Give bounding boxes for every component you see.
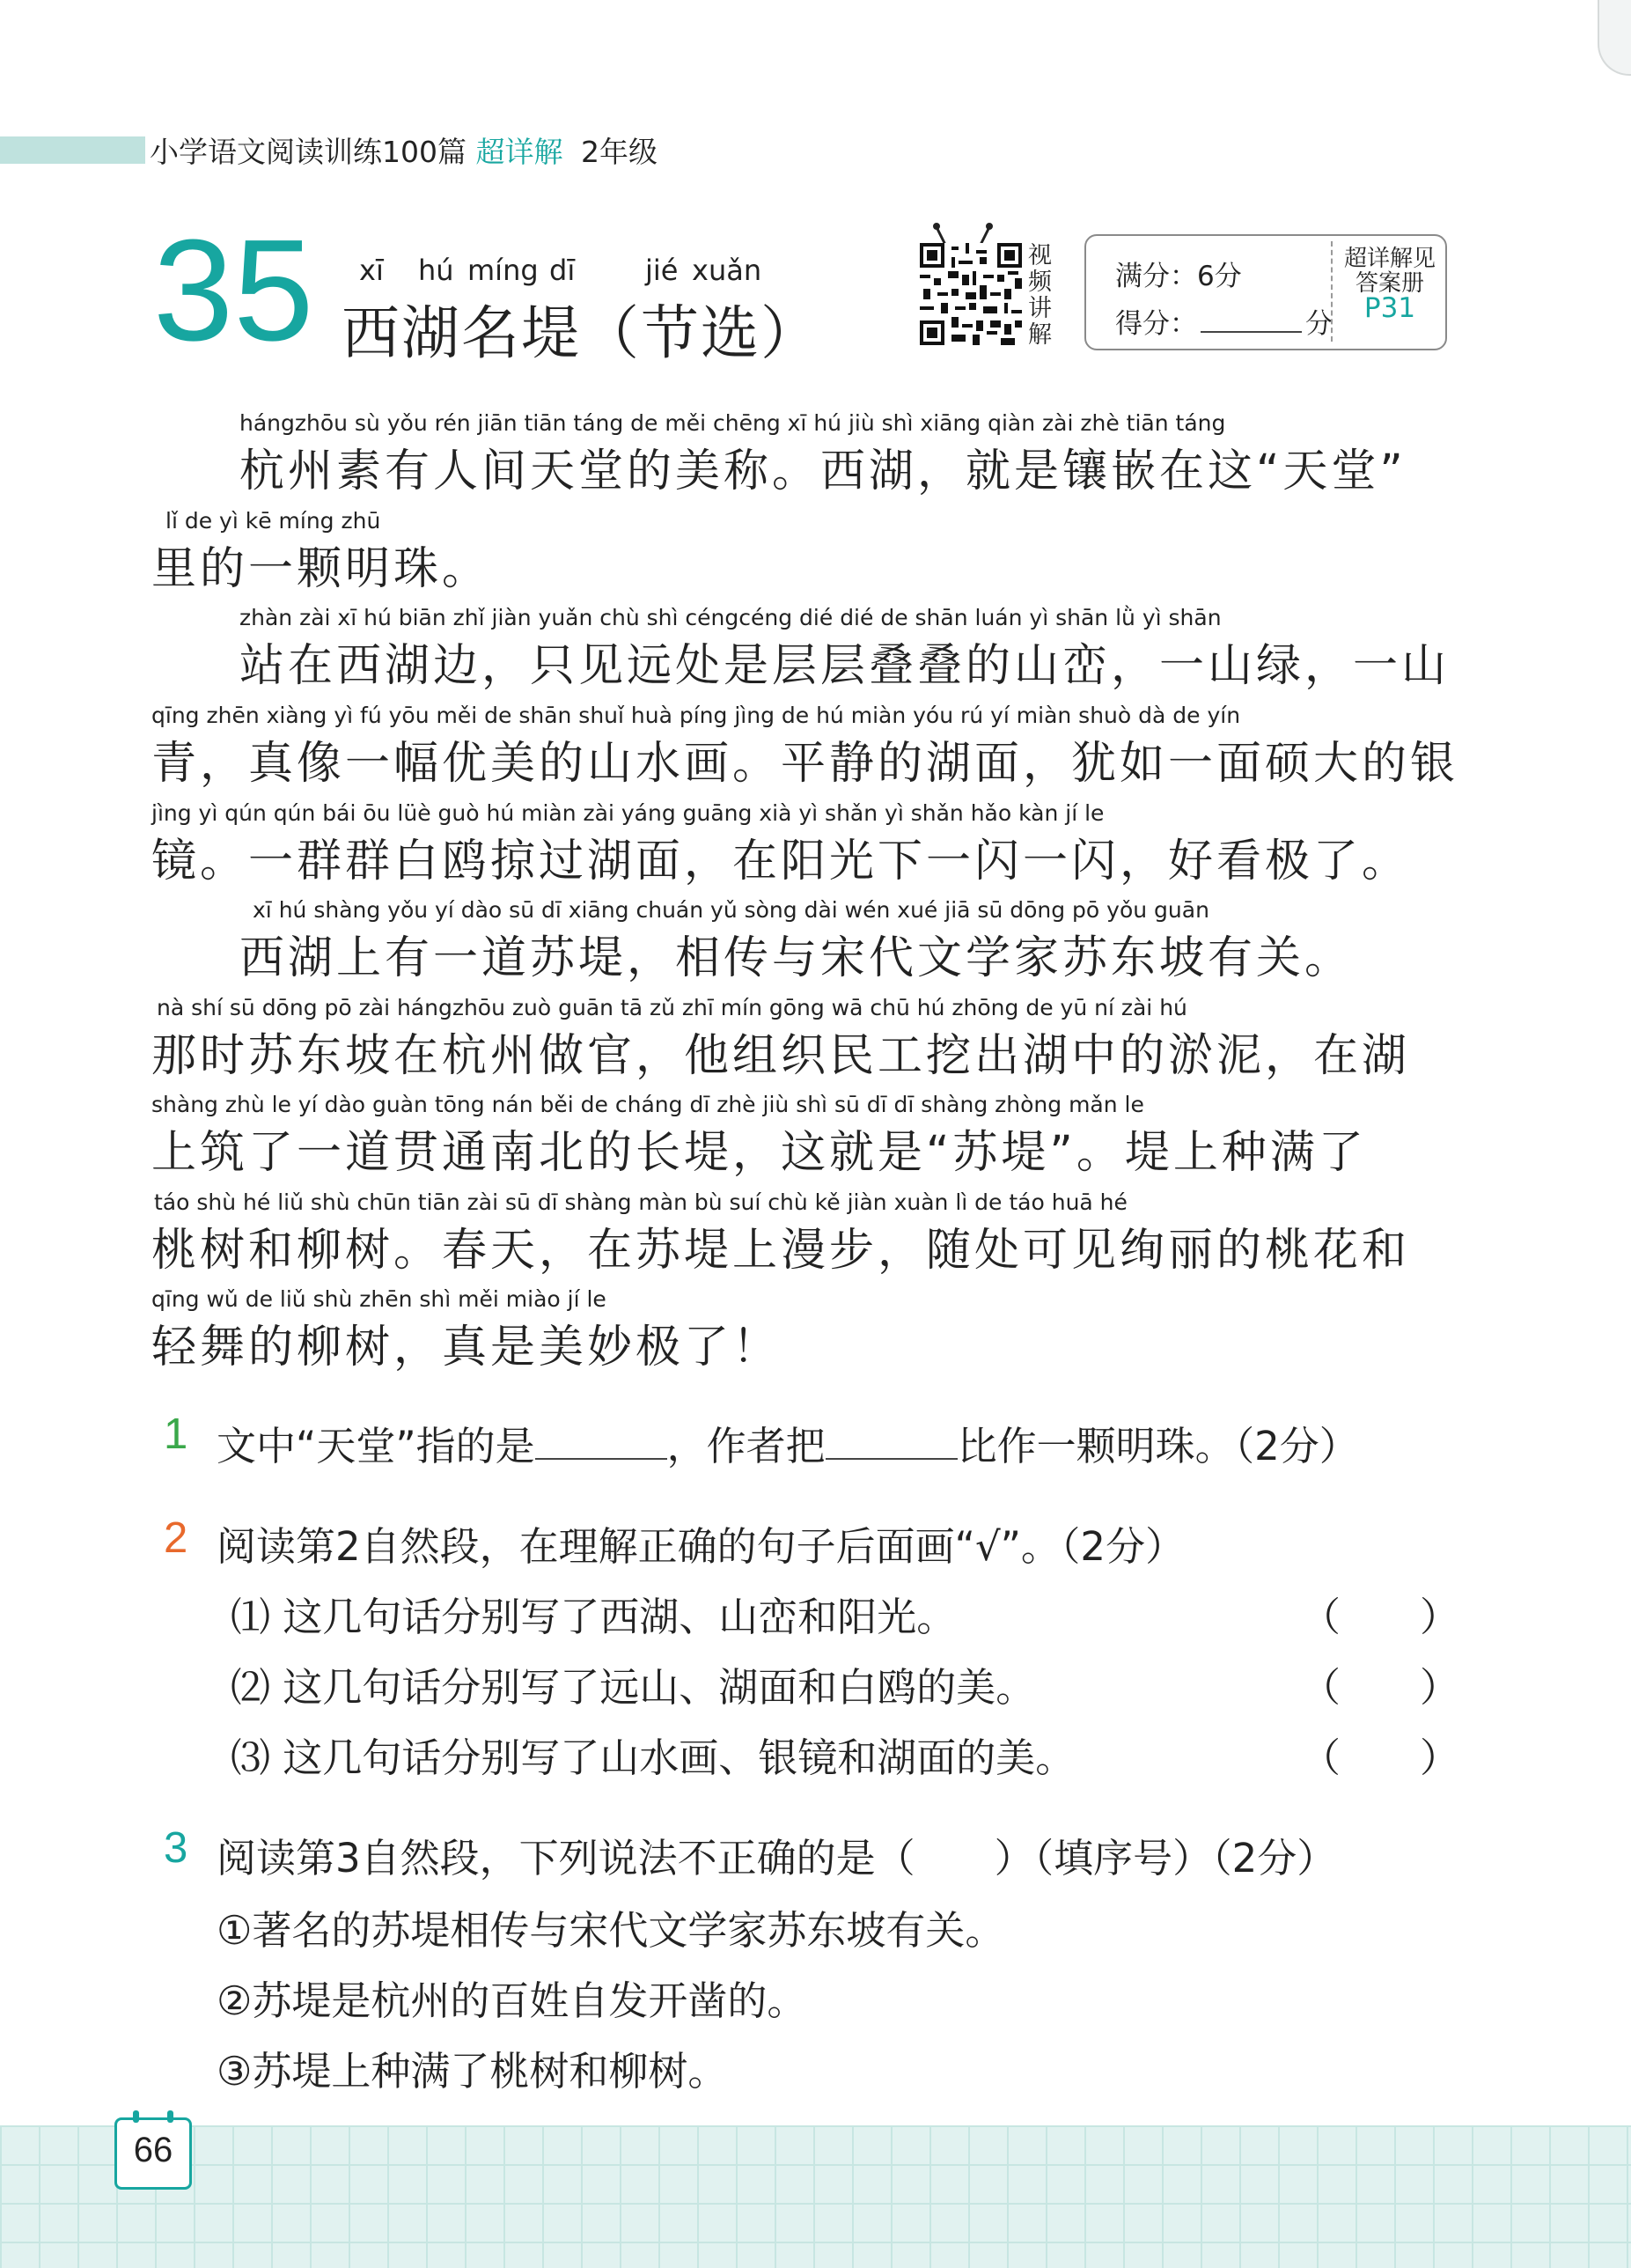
pinyin-line: hángzhōu sù yǒu rén jiān tiān táng de měi chēng xī hú jiù shì xiāng qiàn zài zhè tiān táng <box>239 410 1226 436</box>
passage-line: 里的一颗明珠。 <box>151 543 491 595</box>
book-title: 小学语文阅读训练100篇 <box>150 135 467 169</box>
pinyin-line: shàng zhù le yí dào guàn tōng nán běi de cháng dī zhè jiù shì sū dī dī shàng zhòng mǎn le <box>151 1092 1144 1117</box>
question-2-stem: 阅读第2自然段，在理解正确的句子后面画“√”。（2分） <box>217 1523 1186 1570</box>
q3-option: ②苏堤是杭州的百姓自发开凿的。 <box>217 1977 807 2024</box>
passage-line: 上筑了一道贯通南北的长堤，这就是“苏堤”。堤上种满了 <box>151 1127 1367 1179</box>
book-grade: 2年级 <box>581 135 658 169</box>
answer-ref-page: P31 <box>1363 292 1416 324</box>
answer-ref-line2: 答案册 <box>1355 270 1424 297</box>
q2-option: ⑵ 这几句话分别写了远山、湖面和白鸥的美。 <box>231 1664 1036 1711</box>
score-full: 满分：6分 <box>1115 261 1242 292</box>
qr-label: 视频讲解 <box>1028 242 1052 349</box>
answer-ref-line1: 超详解见 <box>1343 246 1436 272</box>
answer-paren[interactable]: （ ） <box>1301 1594 1460 1640</box>
pinyin-line: zhàn zài xī hú biān zhǐ jiàn yuǎn chù shì céngcéng dié dié de shān luán yì shān lǜ yì shān <box>239 605 1222 630</box>
page-number: 66 <box>133 2131 173 2169</box>
pinyin-line: lǐ de yì kē míng zhū <box>165 508 381 534</box>
header-accent-bar <box>0 136 145 164</box>
passage-line: 西湖上有一道苏堤，相传与宋代文学家苏东坡有关。 <box>239 932 1354 984</box>
q3-option: ①著名的苏堤相传与宋代文学家苏东坡有关。 <box>217 1907 1005 1954</box>
calendar-rings-icon <box>128 2110 179 2123</box>
passage-line: 轻舞的柳树，真是美妙极了！ <box>151 1322 782 1373</box>
answer-paren[interactable]: （ ） <box>1301 1664 1460 1711</box>
question-number: 3 <box>164 1824 188 1872</box>
passage-line: 桃树和柳树。春天，在苏堤上漫步，随处可见绚丽的桃花和 <box>151 1225 1411 1277</box>
q1-text-2: ，作者把 <box>666 1423 826 1469</box>
score-blank[interactable] <box>1201 308 1302 333</box>
title-pinyin: xuǎn <box>692 254 762 287</box>
score-got <box>1115 301 1333 341</box>
title-pinyin: hú <box>418 254 454 287</box>
lesson-title: 西湖名堤（节选） <box>342 299 820 367</box>
pinyin-line: qīng zhēn xiàng yì fú yōu měi de shān shuǐ huà píng jìng de hú miàn yóu rú yí miàn shuò dà de yín <box>151 703 1241 728</box>
answer-paren[interactable]: （ ） <box>1301 1734 1460 1781</box>
q2-option: ⑴ 这几句话分别写了西湖、山峦和阳光。 <box>231 1594 957 1640</box>
passage-line: 那时苏东坡在杭州做官，他组织民工挖出湖中的淤泥，在湖 <box>151 1030 1411 1082</box>
passage-line: 杭州素有人间天堂的美称。西湖，就是镶嵌在这“天堂” <box>239 446 1407 497</box>
answer-blank[interactable] <box>826 1423 958 1460</box>
score-divider <box>1331 241 1333 342</box>
question-1 <box>217 1414 1359 1471</box>
pinyin-line: nà shí sū dōng pō zài hángzhōu zuò guān tā zǔ zhī mín gōng wā chū hú zhōng de yū ní zài hú <box>157 995 1187 1020</box>
pinyin-line: qīng wǔ de liǔ shù zhēn shì měi miào jí le <box>151 1286 606 1312</box>
q1-text-3: 比作一颗明珠。（2分） <box>957 1423 1359 1469</box>
page-number-badge <box>114 2117 192 2190</box>
pinyin-line: xī hú shàng yǒu yí dào sū dī xiāng chuán yǔ sòng dài wén xué jiā sū dōng pō yǒu guān <box>253 897 1209 923</box>
q3-option: ③苏堤上种满了桃树和柳树。 <box>217 2048 728 2095</box>
score-got-label: 得分： <box>1115 308 1197 340</box>
page-corner-fold <box>1598 0 1631 76</box>
q1-text-1: 文中“天堂”指的是 <box>217 1423 535 1469</box>
pinyin-line: jìng yì qún qún bái ōu lüè guò hú miàn zài yáng guāng xià yì shǎn yì shǎn hǎo kàn jí le <box>151 800 1105 826</box>
book-header <box>150 129 658 171</box>
q2-option: ⑶ 这几句话分别写了山水画、银镜和湖面的美。 <box>231 1734 1076 1781</box>
pinyin-line: táo shù hé liǔ shù chūn tiān zài sū dī shàng màn bù suí chù kě jiàn xuàn lì de táo huā hé <box>154 1189 1128 1215</box>
score-box <box>1084 234 1447 350</box>
book-highlight: 超详解 <box>475 135 563 169</box>
answer-blank[interactable] <box>535 1423 667 1460</box>
passage-line: 站在西湖边，只见远处是层层叠叠的山峦，一山绿，一山 <box>239 640 1451 692</box>
question-number: 2 <box>164 1514 188 1562</box>
qr-code-icon[interactable] <box>920 243 1022 345</box>
title-pinyin: jié <box>645 254 679 287</box>
title-pinyin: dī <box>549 254 576 287</box>
lesson-number: 35 <box>153 210 314 371</box>
question-3-stem: 阅读第3自然段，下列说法不正确的是（ ）（填序号）（2分） <box>217 1835 1337 1881</box>
question-number: 1 <box>164 1410 188 1458</box>
passage-line: 青，真像一幅优美的山水画。平静的湖面，犹如一面硕大的银 <box>151 738 1459 790</box>
footer-grid <box>0 2125 1631 2268</box>
answer-reference <box>1336 246 1444 324</box>
passage-line: 镜。一群群白鸥掠过湖面，在阳光下一闪一闪，好看极了。 <box>151 836 1411 887</box>
score-got-unit: 分 <box>1305 308 1333 340</box>
title-pinyin: míng <box>467 254 539 287</box>
title-pinyin: xī <box>359 254 384 287</box>
